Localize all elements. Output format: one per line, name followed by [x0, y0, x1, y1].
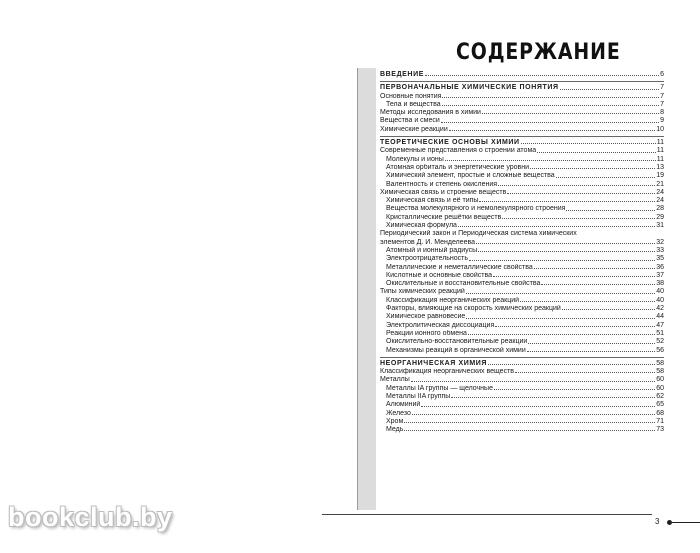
toc-entry-title: Молекулы и ионы [386, 155, 444, 163]
toc-entry-title: Валентность и степень окисления [386, 180, 498, 188]
dot-leader [469, 260, 655, 261]
toc-entry [380, 297, 664, 305]
toc-entry-title: Окислительно-восстановительные реакции [386, 338, 528, 346]
toc-entry [380, 410, 664, 418]
toc-entry-title: Химические реакции [380, 125, 448, 133]
toc-entry-title: Механизмы реакций в органической химии [386, 346, 526, 354]
dot-leader [458, 226, 655, 227]
toc-entry-title: Современные представления о строении атома [380, 147, 537, 155]
toc-section-heading [380, 139, 664, 147]
toc-page-number: 60 [656, 376, 664, 384]
dot-leader [556, 177, 655, 178]
dot-leader [476, 243, 655, 244]
dot-leader [466, 293, 655, 294]
toc-entry-title: Реакции ионного обмена [386, 329, 467, 337]
watermark-text: bookclub.by [8, 502, 173, 532]
dot-leader [421, 406, 655, 407]
toc-section-heading [380, 84, 664, 92]
toc-entry [380, 197, 664, 205]
table-of-contents [380, 71, 664, 434]
page-title: СОДЕРЖАНИЕ [456, 40, 621, 65]
toc-entry-title: Вещества и смеси [380, 117, 440, 125]
toc-entry-title: Кислотные и основные свойства [386, 271, 492, 279]
toc-page-number: 24 [656, 188, 664, 196]
dot-leader [494, 389, 655, 390]
dot-leader [530, 168, 655, 169]
toc-entry-title: Основные понятия [380, 92, 442, 100]
dot-leader [515, 372, 655, 373]
toc-entry [380, 288, 664, 296]
toc-entry [380, 247, 664, 255]
toc-page-number: 73 [656, 426, 664, 434]
toc-entry [380, 305, 664, 313]
toc-page-number: 31 [656, 222, 664, 230]
toc-page-number: 13 [656, 163, 664, 171]
toc-entry-title: Хром [386, 417, 404, 425]
toc-page-number: 33 [656, 246, 664, 254]
toc-entry-title: Металлы IA группы — щелочные [386, 384, 493, 392]
toc-page-number: 51 [656, 329, 664, 337]
toc-entry-title: Химическая связь и её типы [386, 197, 479, 205]
toc-page-number: 29 [656, 213, 664, 221]
toc-entry [380, 156, 664, 164]
dot-leader [425, 75, 659, 76]
toc-page-number: 21 [656, 180, 664, 188]
toc-entry-title: Тела и вещества [386, 100, 441, 108]
toc-entry [380, 418, 664, 426]
toc-entry [380, 239, 664, 247]
toc-entry-title: Медь [386, 426, 404, 434]
dot-leader [404, 430, 655, 431]
toc-entry-title: Типы химических реакций [380, 288, 465, 296]
toc-page-number: 62 [656, 392, 664, 400]
dot-leader [493, 276, 655, 277]
toc-entry [380, 181, 664, 189]
toc-page-number: 11 [656, 155, 664, 163]
toc-entry [380, 347, 664, 355]
toc-entry-title: Факторы, влияющие на скорость химических реакций [386, 305, 561, 313]
dot-leader [566, 210, 655, 211]
page-number: 3 [655, 517, 660, 526]
toc-page-number: 7 [660, 100, 664, 108]
dot-leader [451, 397, 655, 398]
dot-leader [521, 143, 656, 144]
toc-entry-title: Металлы IIA группы [386, 392, 451, 400]
toc-entry-title: Классификация неорганических реакций [386, 296, 520, 304]
toc-entry-title: Химическая формула [386, 222, 457, 230]
toc-entry [380, 230, 664, 238]
toc-entry-title: Атомная орбиталь и энергетические уровни [386, 163, 530, 171]
toc-page-number: 52 [656, 338, 664, 346]
margin-rule [357, 68, 358, 510]
toc-page-number: 58 [656, 368, 664, 376]
dot-leader [562, 309, 655, 310]
toc-entry-title: НЕОРГАНИЧЕСКАЯ ХИМИЯ [380, 359, 488, 367]
dot-leader [495, 326, 655, 327]
dot-leader [528, 343, 655, 344]
toc-entry [380, 338, 664, 346]
toc-page-number: 58 [656, 359, 664, 367]
margin-shade [358, 68, 376, 510]
dot-leader [442, 97, 659, 98]
toc-page-number: 8 [660, 109, 664, 117]
toc-entry-title: Алюминий [386, 401, 421, 409]
toc-entry [380, 255, 664, 263]
toc-page-number: 47 [656, 321, 664, 329]
toc-entry [380, 101, 664, 109]
dot-leader [502, 218, 655, 219]
toc-page-number: 40 [656, 288, 664, 296]
dot-leader [541, 284, 655, 285]
toc-entry [380, 164, 664, 172]
dot-leader [498, 185, 655, 186]
dot-leader [527, 351, 655, 352]
toc-entry [380, 117, 664, 125]
toc-section-heading [380, 360, 664, 368]
toc-entry [380, 205, 664, 213]
dot-leader [442, 105, 659, 106]
toc-page-number: 42 [656, 305, 664, 313]
toc-entry [380, 147, 664, 155]
toc-entry-title: Электроотрицательность [386, 255, 469, 263]
toc-entry-title: Металлические и неметаллические свойства [386, 263, 533, 271]
toc-entry-title: Методы исследования в химии [380, 109, 481, 117]
dot-leader [468, 334, 655, 335]
toc-page-number: 9 [660, 117, 664, 125]
toc-page-number: 60 [656, 384, 664, 392]
dot-leader [488, 364, 655, 365]
toc-page-number: 32 [656, 238, 664, 246]
toc-entry-title: Химическое равновесие [386, 313, 466, 321]
toc-entry-title: Кристаллические решётки веществ [386, 213, 502, 221]
toc-entry-title: ВВЕДЕНИЕ [380, 71, 424, 78]
dot-leader [466, 318, 655, 319]
toc-page-number: 7 [660, 92, 664, 100]
toc-entry [380, 214, 664, 222]
toc-entry-title: Атомный и ионный радиусы [386, 246, 478, 254]
toc-entry-title: ТЕОРЕТИЧЕСКИЕ ОСНОВЫ ХИМИИ [380, 139, 520, 147]
toc-page-number: 36 [656, 263, 664, 271]
toc-page-number: 38 [656, 280, 664, 288]
toc-page-number: 19 [656, 172, 664, 180]
dot-leader [445, 160, 656, 161]
toc-entry [380, 385, 664, 393]
dot-leader [537, 152, 656, 153]
dot-leader [412, 414, 655, 415]
dot-leader [404, 422, 655, 423]
dot-leader [411, 381, 655, 382]
toc-page-number: 71 [656, 417, 664, 425]
toc-page-number: 6 [660, 71, 664, 78]
toc-entry [380, 93, 664, 101]
toc-page-number: 24 [656, 197, 664, 205]
toc-entry-title: Электролитическая диссоциация [386, 321, 495, 329]
toc-entry [380, 330, 664, 338]
toc-page-number: 65 [656, 401, 664, 409]
toc-page-number: 11 [656, 139, 664, 147]
toc-page-number: 68 [656, 409, 664, 417]
toc-entry [380, 126, 664, 134]
toc-page-number: 7 [660, 84, 664, 92]
page-marker-line [672, 522, 700, 523]
toc-entry [380, 322, 664, 330]
dot-leader [479, 201, 655, 202]
footer-rule [322, 514, 652, 515]
toc-entry-title: Химический элемент, простые и сложные вещества [386, 172, 555, 180]
toc-entry [380, 222, 664, 230]
toc-entry-title: Химическая связь и строение веществ [380, 188, 507, 196]
section-divider [380, 136, 664, 137]
toc-page-number: 40 [656, 296, 664, 304]
toc-entry-title: элементов Д. И. Менделеева [380, 238, 476, 246]
toc-entry [380, 426, 664, 434]
toc-page-number: 35 [656, 255, 664, 263]
toc-entry [380, 264, 664, 272]
toc-entry-title: Вещества молекулярного и немолекулярного строения [386, 205, 566, 213]
toc-entry [380, 368, 664, 376]
section-divider [380, 81, 664, 82]
toc-entry [380, 313, 664, 321]
toc-entry-title: Классификация неорганических веществ [380, 368, 515, 376]
toc-page-number: 56 [656, 346, 664, 354]
toc-section-heading [380, 71, 664, 79]
dot-leader [478, 251, 655, 252]
section-divider [380, 357, 664, 358]
dot-leader [534, 268, 655, 269]
toc-page-number: 44 [656, 313, 664, 321]
toc-entry-title: Металлы [380, 376, 410, 384]
dot-leader [449, 130, 655, 131]
toc-entry [380, 401, 664, 409]
dot-leader [482, 113, 659, 114]
toc-entry-title: Железо [386, 409, 411, 417]
dot-leader [507, 193, 655, 194]
toc-page-number: 11 [656, 147, 664, 155]
toc-entry [380, 272, 664, 280]
toc-entry [380, 189, 664, 197]
dot-leader [441, 122, 659, 123]
toc-entry-title: Окислительные и восстановительные свойства [386, 280, 541, 288]
toc-entry-title: Периодический закон и Периодическая система химических [380, 230, 577, 238]
toc-entry [380, 172, 664, 180]
toc-entry [380, 376, 664, 384]
toc-entry [380, 393, 664, 401]
dot-leader [520, 301, 655, 302]
dot-leader [560, 89, 659, 90]
toc-page-number: 37 [656, 271, 664, 279]
toc-page-number: 10 [656, 125, 664, 133]
toc-entry [380, 280, 664, 288]
toc-entry-title: ПЕРВОНАЧАЛЬНЫЕ ХИМИЧЕСКИЕ ПОНЯТИЯ [380, 84, 559, 92]
toc-entry [380, 109, 664, 117]
toc-page-number: 28 [656, 205, 664, 213]
